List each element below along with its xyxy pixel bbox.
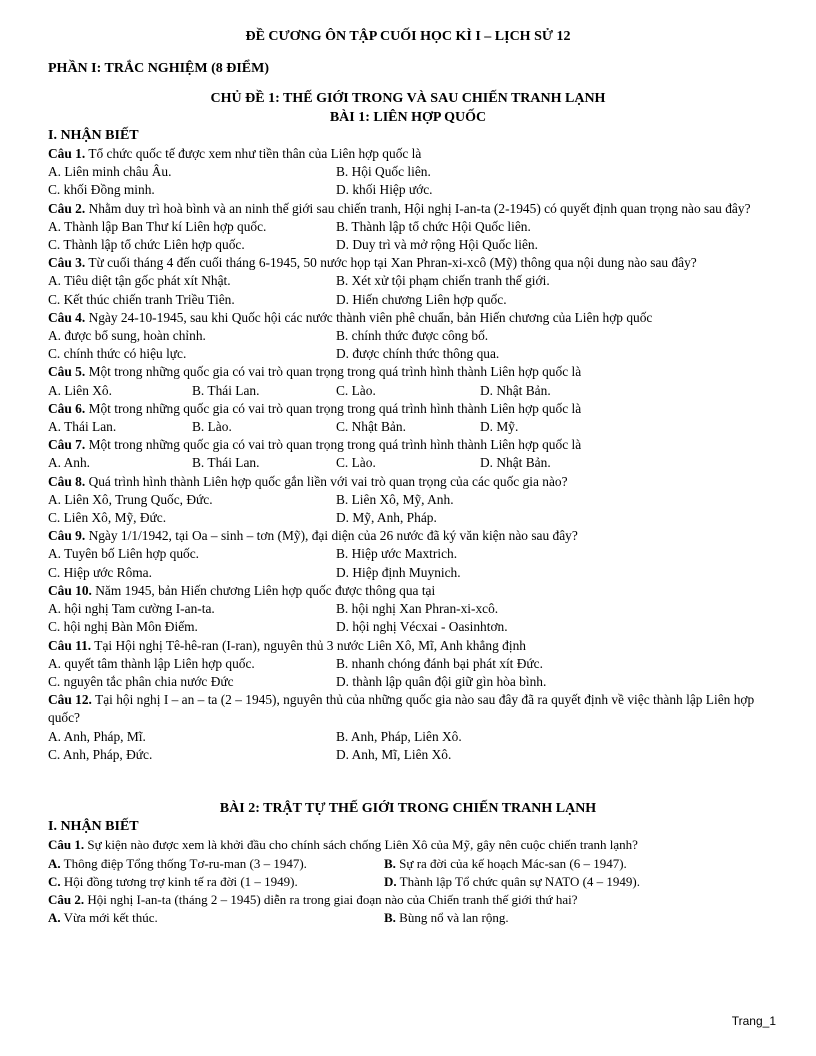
option-a: A. Thái Lan.: [48, 419, 117, 435]
question-number: Câu 12.: [48, 692, 92, 708]
question-text: Ngày 24-10-1945, sau khi Quốc hội các nước thành viên phê chuẩn, bản Hiến chương của Liên hợp quốc: [85, 309, 653, 325]
question-number: Câu 7.: [48, 437, 86, 453]
option-letter: D.: [384, 873, 397, 889]
option-d: D. Mỹ, Anh, Pháp.: [336, 510, 437, 526]
option-b: B. hội nghị Xan Phran-xi-xcô.: [336, 601, 499, 617]
options: [48, 909, 768, 927]
question: [48, 527, 768, 545]
options: [48, 855, 768, 873]
option-d: D. được chính thức thông qua.: [336, 346, 500, 362]
option-b: B. Thái Lan.: [192, 455, 260, 471]
option-c: C. nguyên tắc phân chia nước Đức: [48, 673, 234, 689]
option-a: A. Liên Xô, Trung Quốc, Đức.: [48, 491, 213, 507]
question: [48, 200, 768, 218]
options: [48, 618, 768, 636]
option-b: [384, 855, 720, 873]
lesson-heading: BÀI 2: TRẬT TỰ THẾ GIỚI TRONG CHIẾN TRANH LẠNH: [219, 800, 597, 816]
option-text: Sự ra đời của kế hoạch Mác-san (6 – 1947).: [395, 855, 627, 871]
question-text: Hội nghị I-an-ta (tháng 2 – 1945) diễn ra trong giai đoạn nào của Chiến tranh thế giới thứ hai?: [84, 891, 578, 907]
option-letter: B.: [384, 910, 396, 926]
option-c: C. Anh, Pháp, Đức.: [48, 746, 153, 762]
option-a: [48, 855, 384, 873]
option-b: [384, 909, 720, 927]
option-c: C. Lào.: [336, 382, 376, 398]
question-text: Tổ chức quốc tế được xem như tiền thân của Liên hợp quốc là: [85, 146, 422, 162]
options: [48, 454, 768, 472]
option-d: D. Anh, Mĩ, Liên Xô.: [336, 746, 452, 762]
option-b: B. Anh, Pháp, Liên Xô.: [336, 728, 462, 744]
document-body: [48, 28, 768, 927]
question-text: Một trong những quốc gia có vai trò quan trọng trong quá trình hình thành Liên hợp quốc là: [85, 400, 582, 416]
question: [48, 836, 768, 854]
question: [48, 473, 768, 491]
options: [48, 545, 768, 563]
option-c: [48, 873, 384, 891]
options: [48, 181, 768, 199]
options: [48, 218, 768, 236]
option-text: Bùng nổ và lan rộng.: [395, 910, 509, 926]
option-a: A. Tuyên bố Liên hợp quốc.: [48, 546, 200, 562]
option-a: A. được bổ sung, hoàn chỉnh.: [48, 328, 206, 344]
options: [48, 600, 768, 618]
question-text: Ngày 1/1/1942, tại Oa – sinh – tơn (Mỹ), đại diện của 26 nước đã ký văn kiện nào sau đây?: [85, 528, 578, 544]
question-text: Sự kiện nào được xem là khởi đầu cho chính sách chống Liên Xô của Mỹ, gây nên cuộc chiến tranh lạnh?: [84, 837, 638, 853]
options: [48, 873, 768, 891]
option-a: A. hội nghị Tam cường I-an-ta.: [48, 601, 215, 617]
level-heading: I. NHẬN BIẾT: [48, 819, 139, 835]
options: [48, 564, 768, 582]
option-a: A. Thành lập Ban Thư kí Liên hợp quốc.: [48, 218, 267, 234]
option-b: B. Lào.: [192, 419, 232, 435]
options: [48, 746, 768, 764]
option-letter: B.: [384, 855, 396, 871]
option-d: D. khối Hiệp ước.: [336, 182, 433, 198]
option-c: C. chính thức có hiệu lực.: [48, 346, 187, 362]
options: [48, 673, 768, 691]
option-b: B. Thành lập tổ chức Hội Quốc liên.: [336, 218, 531, 234]
option-a: A. Tiêu diệt tận gốc phát xít Nhật.: [48, 273, 231, 289]
options: [48, 272, 768, 290]
question-number: Câu 2.: [48, 891, 85, 907]
options: [48, 418, 768, 436]
options: [48, 655, 768, 673]
question-text: Quá trình hình thành Liên hợp quốc gắn liền với vai trò quan trọng của các quốc gia nào?: [85, 473, 568, 489]
option-a: [48, 909, 384, 927]
option-b: B. Xét xử tội phạm chiến tranh thế giới.: [336, 273, 550, 289]
question: [48, 363, 768, 381]
option-text: Thông điệp Tổng thống Tơ-ru-man (3 – 1947).: [60, 855, 307, 871]
option-a: A. quyết tâm thành lập Liên hợp quốc.: [48, 655, 255, 671]
option-d: D. Duy trì và mở rộng Hội Quốc liên.: [336, 237, 538, 253]
option-c: C. Nhật Bản.: [336, 419, 406, 435]
question: [48, 254, 768, 272]
question: [48, 691, 768, 727]
option-d: D. Hiệp định Muynich.: [336, 564, 461, 580]
options: [48, 382, 768, 400]
option-c: C. Hiệp ước Rôma.: [48, 564, 152, 580]
option-a: A. Liên minh châu Âu.: [48, 164, 172, 180]
option-text: Hội đồng tương trợ kinh tế ra đời (1 – 1949).: [60, 873, 298, 889]
option-b: B. Hiệp ước Maxtrich.: [336, 546, 458, 562]
document-title: ĐỀ CƯƠNG ÔN TẬP CUỐI HỌC KÌ I – LỊCH SỬ 12: [245, 29, 571, 44]
options: [48, 728, 768, 746]
option-c: C. Kết thúc chiến tranh Triều Tiên.: [48, 291, 235, 307]
option-d: D. hội nghị Vécxai - Oasinhtơn.: [336, 619, 508, 635]
question-number: Câu 3.: [48, 255, 86, 271]
option-d: D. Hiến chương Liên hợp quốc.: [336, 291, 507, 307]
options: [48, 345, 768, 363]
option-d: D. Nhật Bản.: [480, 382, 551, 398]
option-c: C. Lào.: [336, 455, 376, 471]
option-letter: A.: [48, 910, 61, 926]
option-text: Thành lập Tổ chức quân sự NATO (4 – 1949).: [396, 873, 641, 889]
question-number: Câu 4.: [48, 309, 86, 325]
option-b: B. Thái Lan.: [192, 382, 260, 398]
options: [48, 163, 768, 181]
question: [48, 582, 768, 600]
option-b: B. Hội Quốc liên.: [336, 164, 431, 180]
question-text: Một trong những quốc gia có vai trò quan trọng trong quá trình hình thành Liên hợp quốc là: [85, 364, 582, 380]
option-b: B. chính thức được công bố.: [336, 328, 489, 344]
options: [48, 327, 768, 345]
lesson-2-section: [48, 800, 768, 927]
option-a: A. Anh, Pháp, Mĩ.: [48, 728, 146, 744]
question-number: Câu 5.: [48, 364, 86, 380]
lesson-heading: BÀI 1: LIÊN HỢP QUỐC: [329, 109, 487, 125]
question-text: Tại hội nghị I – an – ta (2 – 1945), nguyên thủ của những quốc gia nào sau đây đã ra quyết định về việc thành lập Liên hợp quốc?: [48, 692, 755, 726]
option-a: A. Anh.: [48, 455, 91, 471]
option-b: B. Liên Xô, Mỹ, Anh.: [336, 491, 454, 507]
question-number: Câu 1.: [48, 146, 86, 162]
option-d: D. thành lập quân đội giữ gìn hòa bình.: [336, 673, 547, 689]
topic-heading: CHỦ ĐỀ 1: THẾ GIỚI TRONG VÀ SAU CHIẾN TRANH LẠNH: [210, 91, 606, 107]
question-text: Năm 1945, bản Hiến chương Liên hợp quốc được thông qua tại: [91, 582, 436, 598]
question-number: Câu 9.: [48, 528, 86, 544]
question: [48, 891, 768, 909]
question-number: Câu 11.: [48, 637, 92, 653]
option-c: C. hội nghị Bàn Môn Điếm.: [48, 619, 198, 635]
question-text: Tại Hội nghị Tê-hê-ran (I-ran), nguyên thủ 3 nước Liên Xô, Mĩ, Anh khẳng định: [91, 637, 526, 653]
part-heading: PHẦN I: TRẮC NGHIỆM (8 ĐIỂM): [48, 61, 270, 77]
question-text: Nhằm duy trì hoà bình và an ninh thế giới sau chiến tranh, Hội nghị I-an-ta (2-1945) có quyết định quan trọng nào sau đây?: [85, 200, 751, 216]
options: [48, 291, 768, 309]
page-number: Trang_1: [731, 1014, 776, 1028]
section-gap: [48, 764, 768, 800]
question-number: Câu 6.: [48, 400, 86, 416]
question-number: Câu 8.: [48, 473, 86, 489]
question: [48, 637, 768, 655]
option-d: [384, 873, 720, 891]
question-text: Từ cuối tháng 4 đến cuối tháng 6-1945, 50 nước họp tại Xan Phran-xi-xcô (Mỹ) thông qua nội dung nào sau đây?: [85, 255, 697, 271]
question: [48, 436, 768, 454]
option-d: D. Mỹ.: [480, 419, 519, 435]
question: [48, 309, 768, 327]
question-text: Một trong những quốc gia có vai trò quan trọng trong quá trình hình thành Liên hợp quốc là: [85, 437, 582, 453]
question: [48, 400, 768, 418]
options: [48, 491, 768, 509]
option-c: C. Thành lập tổ chức Liên hợp quốc.: [48, 237, 245, 253]
option-letter: C.: [48, 873, 61, 889]
question-number: Câu 2.: [48, 200, 86, 216]
question-number: Câu 10.: [48, 582, 92, 598]
option-b: B. nhanh chóng đánh bại phát xít Đức.: [336, 655, 543, 671]
option-letter: A.: [48, 855, 61, 871]
option-a: A. Liên Xô.: [48, 382, 112, 398]
option-c: C. Liên Xô, Mỹ, Đức.: [48, 510, 167, 526]
options: [48, 509, 768, 527]
level-heading: I. NHẬN BIẾT: [48, 127, 139, 143]
question: [48, 145, 768, 163]
options: [48, 236, 768, 254]
question-number: Câu 1.: [48, 837, 85, 853]
option-c: C. khối Đồng minh.: [48, 182, 155, 198]
option-text: Vừa mới kết thúc.: [60, 910, 158, 926]
option-d: D. Nhật Bản.: [480, 455, 551, 471]
